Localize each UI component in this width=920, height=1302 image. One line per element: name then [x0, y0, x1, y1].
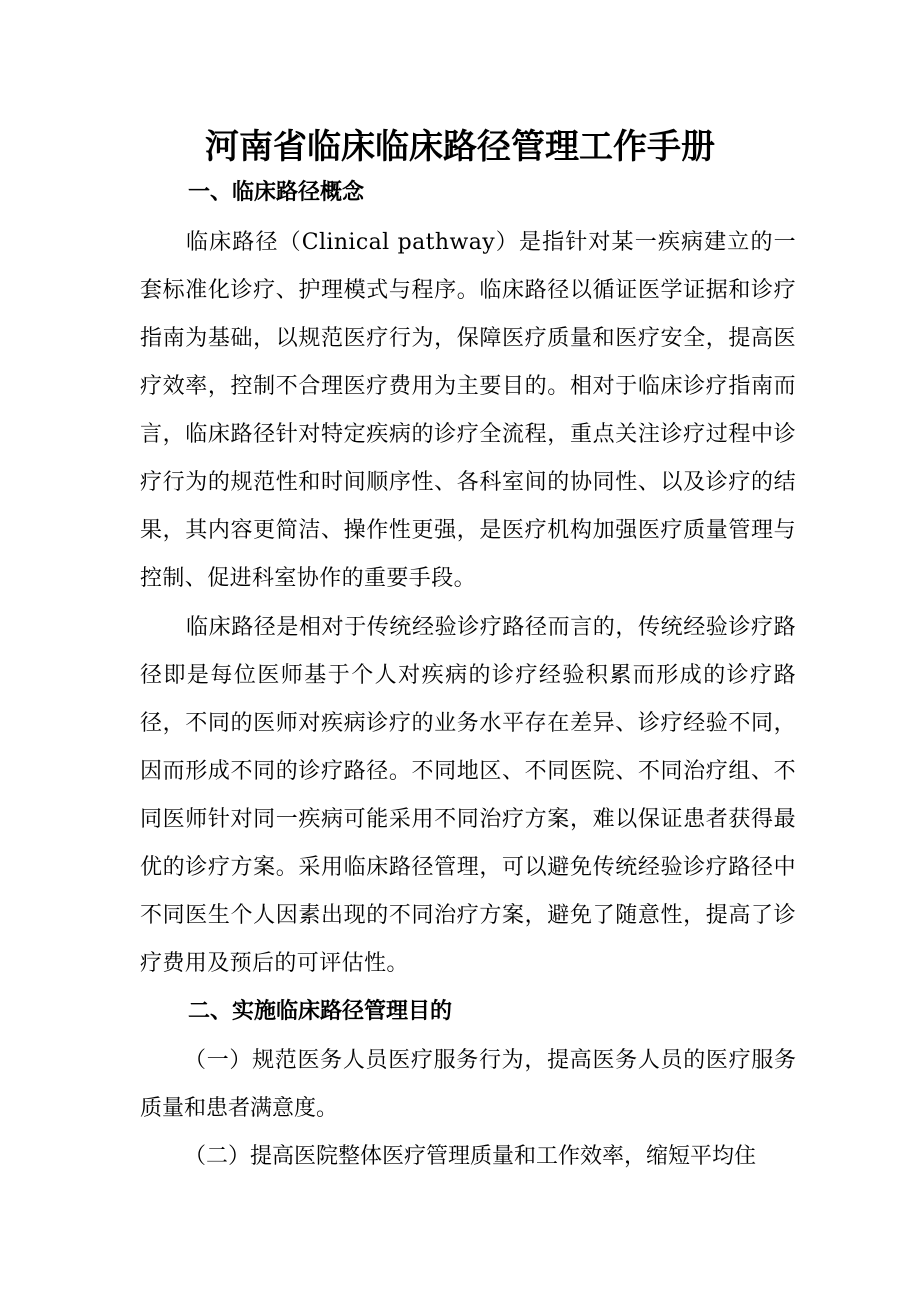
paragraph-concept-definition: 临床路径（Clinical pathway）是指针对某一疾病建立的一套标准化诊疗、护理模式与程序。临床路径以循证医学证据和诊疗指南为基础，以规范医疗行为，保障医疗质量和医疗安全，提高医疗效率，控制不合理医疗费用为主要目的。相对于临床诊疗指南而言，临床路径针对特定疾病的诊疗全流程，重点关注诊疗过程中诊疗行为的规范性和时间顺序性、各科室间的协同性、以及诊疗的结果，其内容更简洁、操作性更强，是医疗机构加强医疗质量管理与控制、促进科室协作的重要手段。	[140, 230, 796, 591]
section-heading-concept: 一、临床路径概念	[188, 180, 365, 205]
section-heading-purpose: 二、实施临床路径管理目的	[188, 999, 453, 1024]
paragraph-purpose-one: （一）规范医务人员医疗服务行为，提高医务人员的医疗服务质量和患者满意度。	[140, 1048, 796, 1121]
paragraph-purpose-two: （二）提高医院整体医疗管理质量和工作效率，缩短平均住	[184, 1144, 757, 1169]
document-title: 河南省临床临床路径管理工作手册	[205, 127, 715, 167]
paragraph-concept-comparison: 临床路径是相对于传统经验诊疗路径而言的，传统经验诊疗路径即是每位医师基于个人对疾病的诊疗经验积累而形成的诊疗路径，不同的医师对疾病诊疗的业务水平存在差异、诊疗经验不同，因而形成不同的诊疗路径。不同地区、不同医院、不同治疗组、不同医师针对同一疾病可能采用不同治疗方案，难以保证患者获得最优的诊疗方案。采用临床路径管理，可以避免传统经验诊疗路径中不同医生个人因素出现的不同治疗方案，避免了随意性，提高了诊疗费用及预后的可评估性。	[140, 615, 796, 976]
